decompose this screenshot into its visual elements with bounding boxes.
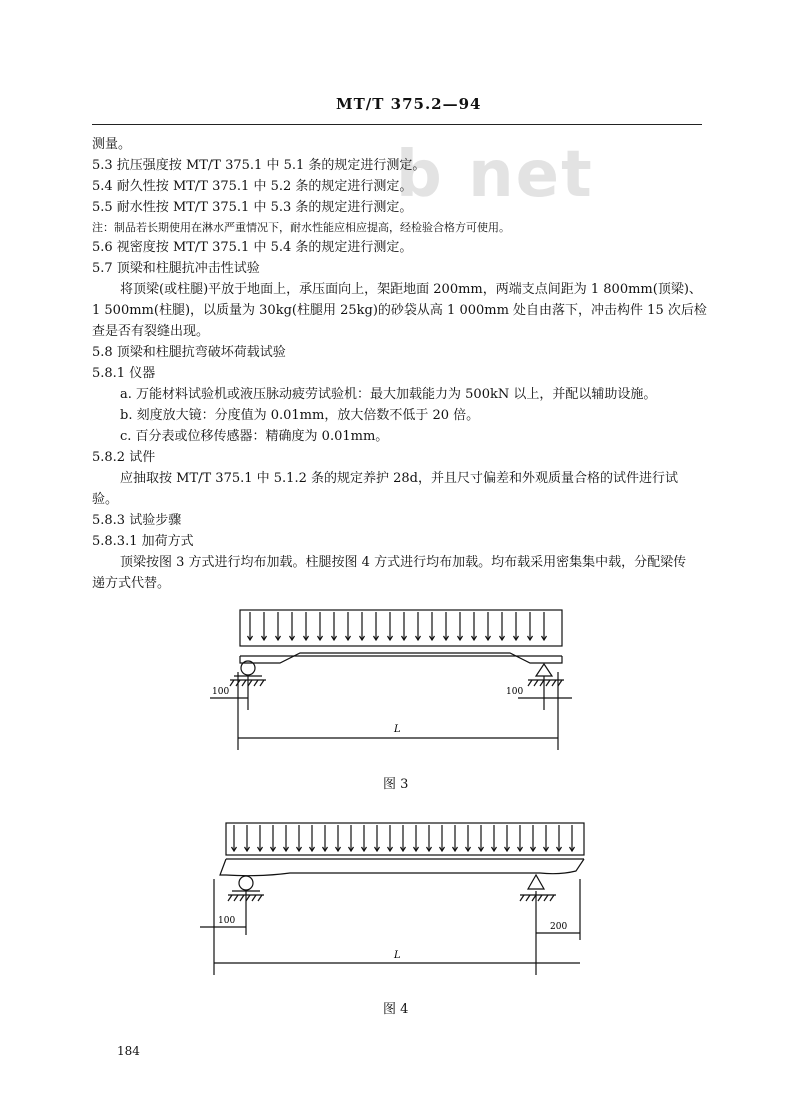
figure-3-diagram: [200, 600, 600, 760]
pin-support-icon: [536, 664, 552, 676]
paragraph-line: 查是否有裂缝出现。: [92, 324, 210, 339]
list-item: c. 百分表或位移传感器：精确度为 0.01mm。: [120, 429, 389, 444]
ground-hatch-right: [520, 895, 556, 901]
dimension-label-right: 100: [506, 687, 524, 697]
figure-4-caption: 图 4: [383, 1002, 409, 1017]
document-body: [92, 134, 707, 594]
clause-5-3: 5.3 抗压强度按 MT/T 375.1 中 5.1 条的规定进行测定。: [92, 158, 426, 173]
figure-3-caption: 图 3: [383, 777, 409, 792]
paragraph-line: 应抽取按 MT/T 375.1 中 5.1.2 条的规定养护 28d，并且尺寸偏差和外观质量合格的试件进行试: [120, 471, 678, 486]
clause-5-6: 5.6 视密度按 MT/T 375.1 中 5.4 条的规定进行测定。: [92, 240, 413, 255]
standard-code-header: MT/T 375.2—94: [336, 95, 482, 113]
span-label: L: [394, 724, 401, 735]
page-number: 184: [117, 1044, 140, 1058]
clause-5-8-heading: 5.8 顶梁和柱腿抗弯破坏荷载试验: [92, 345, 286, 360]
dimension-label-left: 100: [218, 916, 236, 926]
paragraph-line: 测量。: [92, 137, 132, 152]
paragraph-line: 1 500mm(柱腿)，以质量为 30kg(柱腿用 25kg)的砂袋从高 1 000mm 处自由落下，冲击构件 15 次后检: [92, 303, 707, 318]
clause-5-8-3-1-heading: 5.8.3.1 加荷方式: [92, 534, 194, 549]
clause-5-8-1-heading: 5.8.1 仪器: [92, 366, 156, 381]
span-label: L: [394, 950, 401, 961]
list-item: b. 刻度放大镜：分度值为 0.01mm，放大倍数不低于 20 倍。: [120, 408, 480, 423]
distributed-load-block: [240, 610, 562, 646]
clause-5-8-2-heading: 5.8.2 试件: [92, 450, 156, 465]
distributed-load-block: [226, 823, 584, 855]
clause-5-4: 5.4 耐久性按 MT/T 375.1 中 5.2 条的规定进行测定。: [92, 179, 413, 194]
beam-outline: [240, 653, 562, 663]
beam-outline: [220, 859, 584, 876]
paragraph-line: 顶梁按图 3 方式进行均布加载。柱腿按图 4 方式进行均布加载。均布载采用密集集中载，分配梁传: [120, 555, 687, 570]
pin-support-icon: [528, 875, 544, 889]
list-item: a. 万能材料试验机或液压脉动疲劳试验机：最大加载能力为 500kN 以上，并配以辅助设施。: [120, 387, 657, 402]
header-rule: [92, 124, 702, 125]
clause-5-8-3-heading: 5.8.3 试验步骤: [92, 513, 182, 528]
figure-4-diagram: [200, 815, 620, 985]
dimension-label-left: 100: [212, 687, 230, 697]
watermark-text: b net: [396, 138, 594, 212]
dimension-label-right: 200: [550, 922, 568, 932]
clause-5-7-heading: 5.7 顶梁和柱腿抗冲击性试验: [92, 261, 260, 276]
note-line: 注：制品若长期使用在淋水严重情况下，耐水性能应相应提高，经检验合格方可使用。: [92, 221, 510, 234]
paragraph-line: 递方式代替。: [92, 576, 171, 591]
paragraph-line: 验。: [92, 492, 119, 507]
paragraph-line: 将顶梁(或柱腿)平放于地面上，承压面向上，架距地面 200mm，两端支点间距为 1 800mm(顶梁)、: [120, 282, 702, 297]
clause-5-5: 5.5 耐水性按 MT/T 375.1 中 5.3 条的规定进行测定。: [92, 200, 413, 215]
roller-support-icon: [239, 876, 253, 890]
